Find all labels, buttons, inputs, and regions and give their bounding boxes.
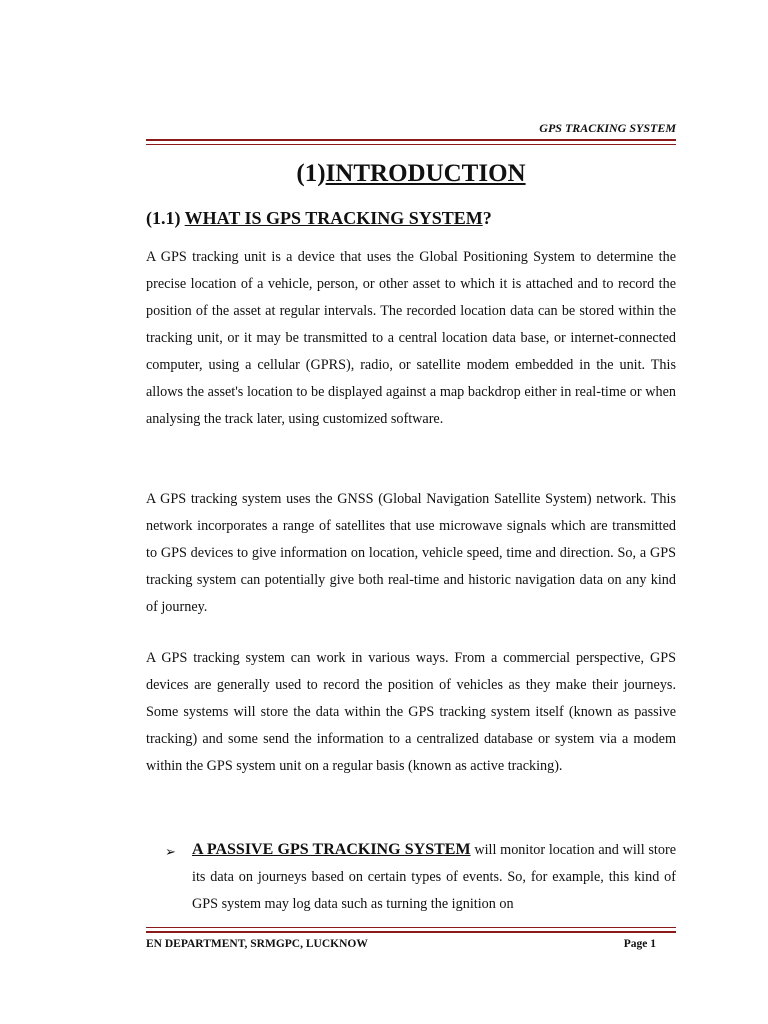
footer-department: EN DEPARTMENT, SRMGPC, LUCKNOW [146, 938, 368, 950]
section-title: WHAT IS GPS TRACKING SYSTEM [184, 208, 483, 228]
footer-rule-thick [146, 931, 676, 933]
chapter-number: (1) [296, 160, 326, 187]
running-header: GPS TRACKING SYSTEM [539, 121, 676, 135]
section-suffix: ? [482, 208, 492, 228]
bullet-arrow-icon: ➢ [165, 844, 176, 859]
section-number: (1.1) [146, 208, 185, 228]
footer-rule-thin [146, 927, 676, 928]
header-rule-thin [146, 144, 676, 145]
section-heading [146, 208, 492, 229]
chapter-heading: INTRODUCTION [325, 160, 526, 187]
paragraph-2: A GPS tracking system uses the GNSS (Global Navigation Satellite System) network. This network incorporates a range of satellites that use microwave signals which are transmitted to GPS devices to give information on location, vehicle speed, time and direction. So, a GPS tracking system can potentially give both real-time and historic navigation data on any kind of journey. [146, 491, 676, 615]
header-rule-thick [146, 139, 676, 141]
footer-page-number: Page 1 [623, 938, 656, 950]
paragraph-3: A GPS tracking system can work in various ways. From a commercial perspective, GPS devices are generally used to record the position of vehicles as they make their journeys. Some systems will store the data within the GPS tracking system itself (known as passive tracking) and some send the information to a centralized database or system via a modem within the GPS system unit on a regular basis (known as active tracking). [146, 650, 676, 774]
bullet-heading: A PASSIVE GPS TRACKING SYSTEM [192, 841, 471, 858]
bullet-text: will monitor location and will store its data on journeys based on certain types of events. So, for example, this kind of GPS system may log data such as turning the ignition on [192, 842, 676, 912]
bullet-paragraph [192, 836, 676, 918]
paragraph-1: A GPS tracking unit is a device that uses the Global Positioning System to determine the precise location of a vehicle, person, or other asset to which it is attached and to record the position of the asset at regular intervals. The recorded location data can be stored within the tracking unit, or it may be transmitted to a central location data base, or internet-connected computer, using a cellular (GPRS), radio, or satellite modem embedded in the unit. This allows the asset's location to be displayed against a map backdrop either in real-time or when analysing the track later, using customized software. [146, 249, 676, 427]
chapter-title [146, 160, 676, 188]
